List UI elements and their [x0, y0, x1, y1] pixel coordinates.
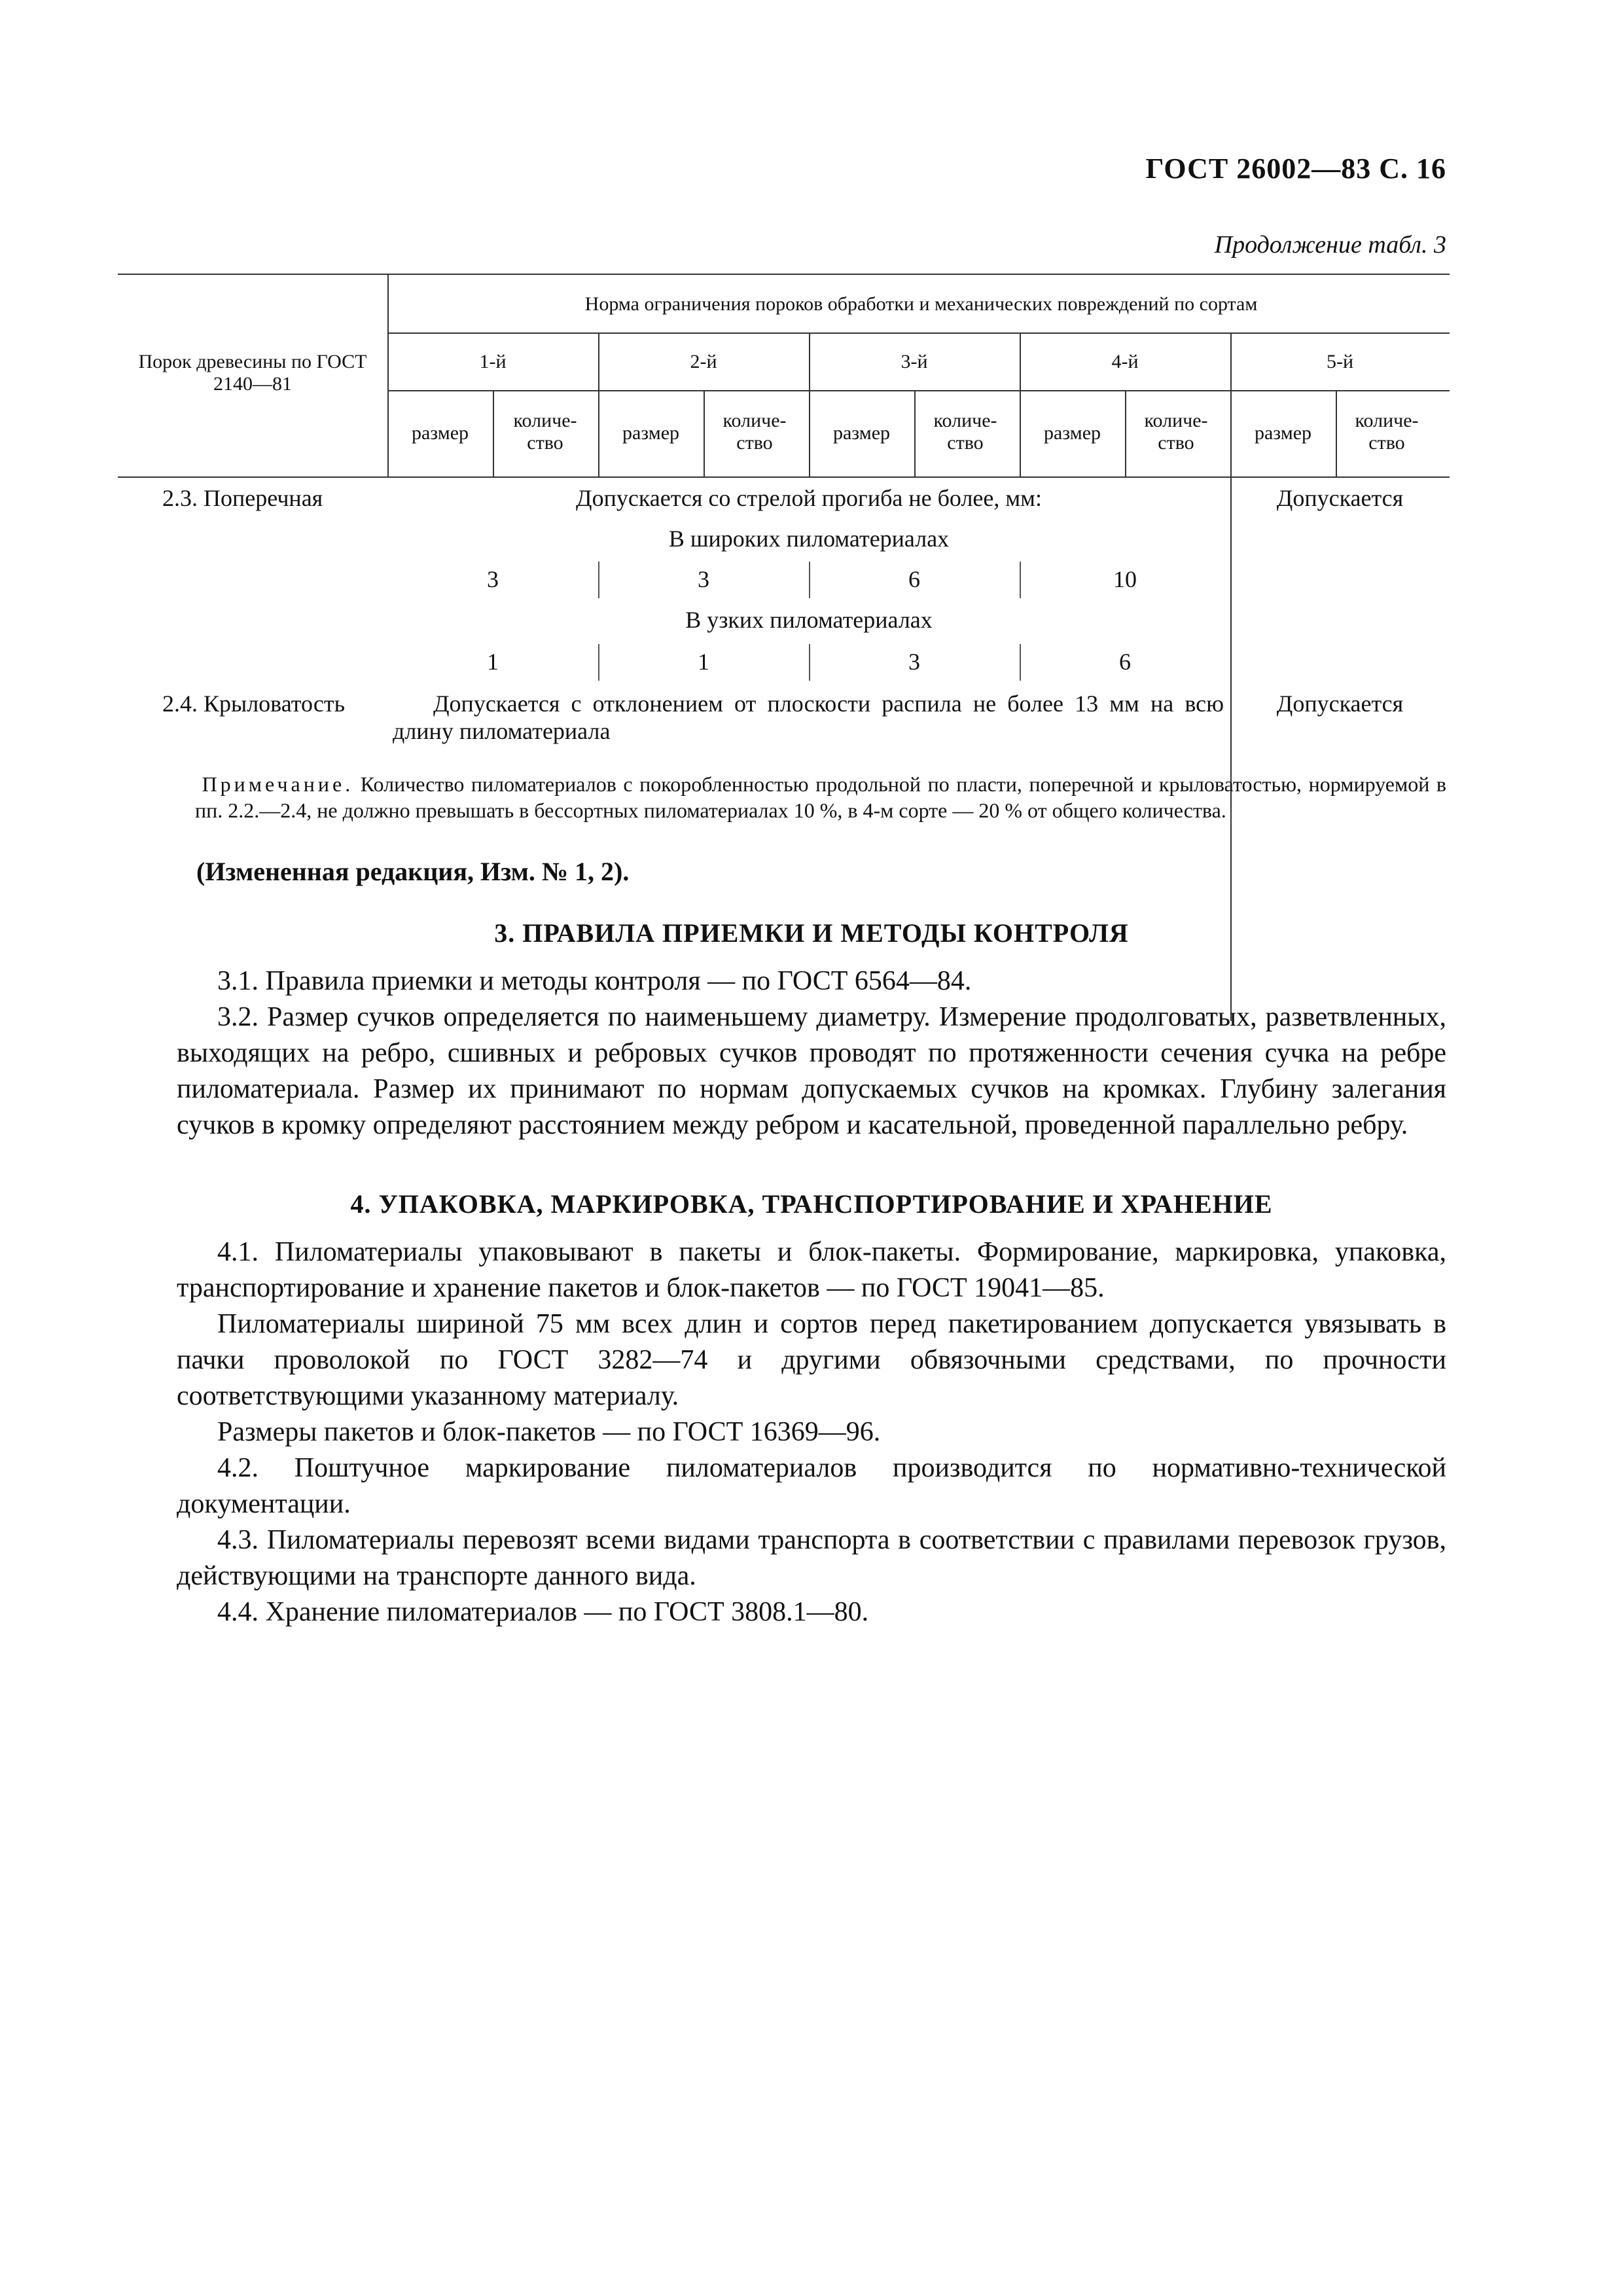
value-divider: [598, 562, 599, 598]
table-subcol-divider: [704, 390, 705, 476]
amendment-note: (Измененная редакция, Изм. № 1, 2).: [196, 857, 630, 886]
paragraph: Пиломатериалы шириной 75 мм всех длин и сортов перед пакетированием допускается увязывать в пачки проволокой по ГОСТ 3282—74 и другими обвязочными средствами, по прочности соответствующими указанному материалу.: [177, 1309, 1446, 1411]
grade-5-value: Допускается: [1276, 691, 1404, 717]
qty-header: количе-ство: [933, 410, 997, 454]
paragraph: 3.1. Правила приемки и методы контроля — по ГОСТ 6564—84.: [217, 966, 972, 996]
table-subcol-divider: [1336, 390, 1337, 476]
grade-5-header: 5-й: [1326, 351, 1354, 372]
value-divider: [1020, 644, 1021, 681]
narrow-value-grade-3: 3: [908, 649, 920, 675]
section-3-title: 3. ПРАВИЛА ПРИЕМКИ И МЕТОДЫ КОНТРОЛЯ: [494, 918, 1129, 948]
table-header-bottom-rule: [118, 476, 1450, 478]
narrow-label: В узких пиломатериалах: [685, 607, 933, 633]
document-header: ГОСТ 26002—83 С. 16: [1145, 152, 1446, 185]
grade-1-header: 1-й: [479, 351, 507, 372]
grade-3-header: 3-й: [901, 351, 928, 372]
narrow-value-grade-2: 1: [698, 649, 709, 675]
table-group-header: Норма ограничения пороков обработки и механических повреждений по сортам: [584, 293, 1258, 315]
size-header: размер: [832, 422, 891, 444]
row-defect-name: 2.3. Поперечная: [162, 485, 323, 511]
size-header: размер: [1043, 422, 1101, 444]
paragraph: Размеры пакетов и блок-пакетов — по ГОСТ 16369—96.: [217, 1417, 881, 1447]
paragraph: 3.2. Размер сучков определяется по наименьшему диаметру. Измерение продолговатых, разветвленных, выходящих на ребро, сшивных и ребровых сучков проводят по протяженности сечения сучка на ребре пиломатериала. Размер их принимают по нормам допускаемых сучков на кромках. Глубину залегания сучков в кромку определяют расстоянием между ребром и касательной, проведенной параллельно ребру.: [177, 1002, 1446, 1140]
note-text: Количество пиломатериалов с покоробленностью продольной по пласти, поперечной и крыловатостью, нормируемой в пп. 2.2.—2.4, не должно превышать в бессортных пиломатериалах 10 %, в 4-м сорте — 20 % от общего количества.: [195, 772, 1446, 822]
size-header: размер: [622, 422, 680, 444]
grade-5-value: Допускается: [1276, 485, 1404, 511]
table-top-rule: [118, 274, 1450, 275]
value-divider: [1020, 562, 1021, 598]
wide-value-grade-1: 3: [487, 566, 499, 592]
qty-header: количе-ство: [1144, 410, 1208, 454]
paragraph: 4.4. Хранение пиломатериалов — по ГОСТ 3808.1—80.: [217, 1597, 869, 1627]
paragraph: 4.2. Поштучное маркирование пиломатериалов производится по нормативно-технической документации.: [177, 1453, 1446, 1519]
table-grade-rule: [387, 390, 1450, 391]
value-divider: [809, 562, 810, 598]
wide-value-grade-2: 3: [698, 566, 709, 592]
row-text: Допускается с отклонением от плоскости распила не более 13 мм на всю длину пиломатериала: [393, 691, 1224, 744]
qty-header: количе-ство: [1355, 410, 1419, 454]
section-3-body: [177, 963, 1446, 1143]
paragraph: 4.1. Пиломатериалы упаковывают в пакеты и блок-пакеты. Формирование, маркировка, упаковка, транспортирование и хранение пакетов и блок-пакетов — по ГОСТ 19041—85.: [177, 1237, 1446, 1303]
row-text: Допускается со стрелой прогиба не более, мм:: [576, 485, 1042, 511]
size-header: размер: [411, 422, 469, 444]
qty-header: количе-ство: [513, 410, 577, 454]
note-prefix: Примечание.: [202, 772, 354, 796]
table-subcol-divider: [1125, 390, 1126, 476]
narrow-value-grade-1: 1: [487, 649, 499, 675]
wide-value-grade-3: 6: [908, 566, 920, 592]
wide-value-grade-4: 10: [1113, 566, 1137, 592]
table-subcol-divider: [493, 390, 494, 476]
table-col-defect-header: Порок древесины по ГОСТ 2140—81: [138, 351, 367, 395]
qty-header: количе-ство: [722, 410, 787, 454]
section-4-body: [177, 1234, 1446, 1630]
table-continuation-label: Продолжение табл. 3: [1214, 231, 1446, 259]
table-group-rule: [387, 332, 1450, 334]
table-note: [195, 771, 1446, 823]
value-divider: [598, 644, 599, 681]
paragraph: 4.3. Пиломатериалы перевозят всеми видами транспорта в соответствии с правилами перевозок грузов, действующими на транспорте данного вида.: [177, 1525, 1446, 1591]
size-header: размер: [1254, 422, 1312, 444]
value-divider: [809, 644, 810, 681]
section-4-title: 4. УПАКОВКА, МАРКИРОВКА, ТРАНСПОРТИРОВАНИЕ И ХРАНЕНИЕ: [350, 1189, 1273, 1219]
table-subcol-divider: [914, 390, 916, 476]
table-col-divider: [387, 274, 389, 476]
grade-2-header: 2-й: [690, 351, 717, 372]
narrow-value-grade-4: 6: [1119, 649, 1131, 675]
wide-label: В широких пиломатериалах: [668, 526, 950, 552]
row-defect-name: 2.4. Крыловатость: [162, 691, 346, 717]
grade-4-header: 4-й: [1111, 351, 1139, 372]
